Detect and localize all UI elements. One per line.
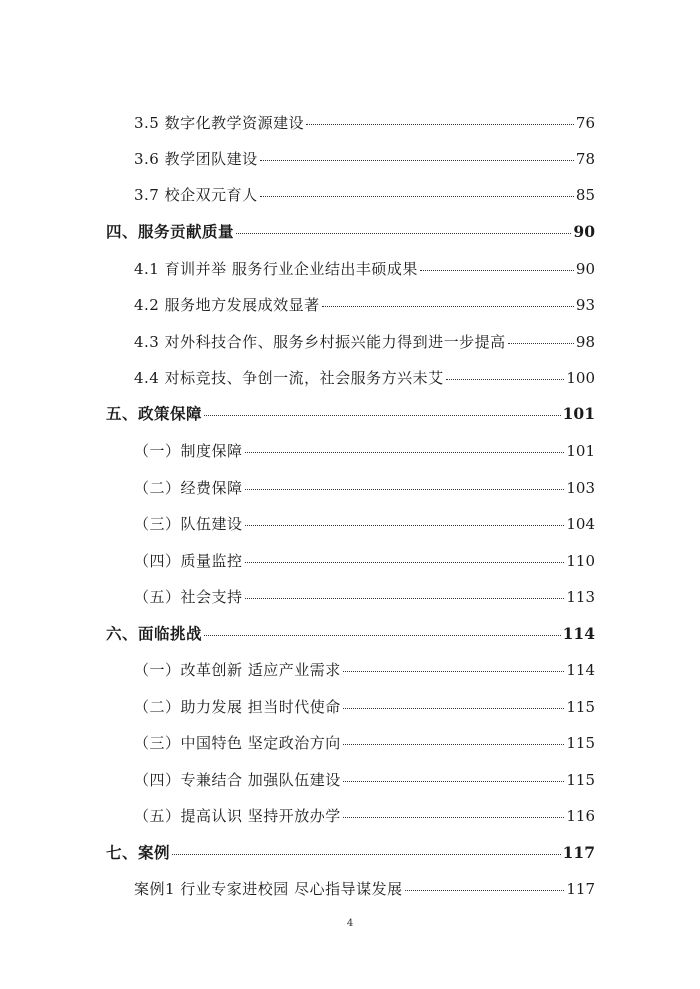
toc-entry-page: 90 xyxy=(575,260,595,278)
toc-entry-page: 98 xyxy=(575,333,595,351)
toc-entry-label: （四）专兼结合 加强队伍建设 xyxy=(134,771,341,789)
toc-entry-label: 4.4 对标竞技、争创一流，社会服务方兴未艾 xyxy=(134,369,444,387)
toc-entry-case-1[interactable] xyxy=(134,879,595,899)
toc-entry-page: 114 xyxy=(562,624,595,643)
toc-entry-3-7[interactable] xyxy=(134,185,595,205)
dot-leader xyxy=(306,124,574,125)
toc-entry-label: （四）质量监控 xyxy=(134,552,243,570)
toc-entry-label: 4.3 对外科技合作、服务乡村振兴能力得到进一步提高 xyxy=(134,333,506,351)
dot-leader xyxy=(260,196,574,197)
toc-entry-6-5[interactable] xyxy=(134,806,595,826)
dot-leader xyxy=(343,817,565,818)
dot-leader xyxy=(322,306,574,307)
dot-leader xyxy=(245,598,565,599)
dot-leader xyxy=(204,635,561,636)
toc-entry-label: 3.7 校企双元育人 xyxy=(134,186,258,204)
toc-entry-page: 117 xyxy=(562,843,595,862)
toc-section-label: 五、政策保障 xyxy=(106,404,203,423)
dot-leader xyxy=(343,744,565,745)
dot-leader xyxy=(343,781,565,782)
dot-leader xyxy=(405,890,565,891)
toc-entry-5-1[interactable] xyxy=(134,441,595,461)
dot-leader xyxy=(245,562,565,563)
toc-entry-page: 114 xyxy=(566,661,595,679)
dot-leader xyxy=(343,708,565,709)
toc-entry-page: 101 xyxy=(566,442,595,460)
toc-entry-page: 116 xyxy=(566,807,595,825)
dot-leader xyxy=(446,379,565,380)
toc-entry-label: （五）提高认识 坚持开放办学 xyxy=(134,807,341,825)
toc-entry-4-3[interactable] xyxy=(134,332,595,352)
toc-entry-6-4[interactable] xyxy=(134,770,595,790)
toc-section-label: 四、服务贡献质量 xyxy=(106,222,235,241)
dot-leader xyxy=(245,525,565,526)
dot-leader xyxy=(172,854,561,855)
dot-leader xyxy=(343,671,565,672)
toc-section-label: 六、面临挑战 xyxy=(106,624,203,643)
toc-entry-5-2[interactable] xyxy=(134,478,595,498)
toc-entry-page: 113 xyxy=(566,588,595,606)
toc-entry-4-2[interactable] xyxy=(134,295,595,315)
dot-leader xyxy=(508,343,574,344)
toc-entry-label: （三）队伍建设 xyxy=(134,515,243,533)
toc-entry-page: 100 xyxy=(566,369,595,387)
page-number: 4 xyxy=(346,918,354,929)
toc-entry-5-3[interactable] xyxy=(134,514,595,534)
toc-entry-label: 4.1 育训并举 服务行业企业结出丰硕成果 xyxy=(134,260,418,278)
dot-leader xyxy=(204,415,561,416)
toc-section-label: 七、案例 xyxy=(106,843,171,862)
toc-section-7[interactable] xyxy=(106,843,595,863)
toc-entry-label: （一）制度保障 xyxy=(134,442,243,460)
toc-entry-page: 78 xyxy=(575,150,595,168)
toc-entry-page: 115 xyxy=(566,734,595,752)
toc-entry-3-5[interactable] xyxy=(134,113,595,133)
toc-entry-3-6[interactable] xyxy=(134,149,595,169)
toc-entry-6-2[interactable] xyxy=(134,697,595,717)
toc-entry-page: 93 xyxy=(575,296,595,314)
toc-entry-4-1[interactable] xyxy=(134,259,595,279)
toc-entry-5-5[interactable] xyxy=(134,587,595,607)
toc-entry-label: （一）改革创新 适应产业需求 xyxy=(134,661,341,679)
toc-entry-label: （二）经费保障 xyxy=(134,479,243,497)
toc-entry-page: 101 xyxy=(562,404,595,423)
toc-section-5[interactable] xyxy=(106,404,595,424)
toc-entry-label: 4.2 服务地方发展成效显著 xyxy=(134,296,320,314)
toc-entry-4-4[interactable] xyxy=(134,368,595,388)
toc-entry-page: 115 xyxy=(566,771,595,789)
toc-entry-6-3[interactable] xyxy=(134,733,595,753)
toc-entry-label: （三）中国特色 坚定政治方向 xyxy=(134,734,341,752)
toc-entry-page: 90 xyxy=(573,222,595,241)
toc-entry-page: 76 xyxy=(575,114,595,132)
dot-leader xyxy=(420,270,574,271)
toc-entry-label: （五）社会支持 xyxy=(134,588,243,606)
toc-entry-page: 115 xyxy=(566,698,595,716)
toc-section-4[interactable] xyxy=(106,222,595,242)
toc-entry-page: 110 xyxy=(566,552,595,570)
toc-entry-page: 104 xyxy=(566,515,595,533)
toc-entry-label: 案例1 行业专家进校园 尽心指导谋发展 xyxy=(134,880,403,898)
toc-entry-5-4[interactable] xyxy=(134,551,595,571)
dot-leader xyxy=(260,160,574,161)
dot-leader xyxy=(236,233,571,234)
toc-entry-label: （二）助力发展 担当时代使命 xyxy=(134,698,341,716)
toc-entry-label: 3.6 教学团队建设 xyxy=(134,150,258,168)
toc-entry-label: 3.5 数字化教学资源建设 xyxy=(134,114,305,132)
dot-leader xyxy=(245,452,565,453)
toc-entry-page: 117 xyxy=(566,880,595,898)
toc-entry-page: 103 xyxy=(566,479,595,497)
toc-entry-6-1[interactable] xyxy=(134,660,595,680)
dot-leader xyxy=(245,489,565,490)
toc-entry-page: 85 xyxy=(575,186,595,204)
toc-section-6[interactable] xyxy=(106,624,595,644)
